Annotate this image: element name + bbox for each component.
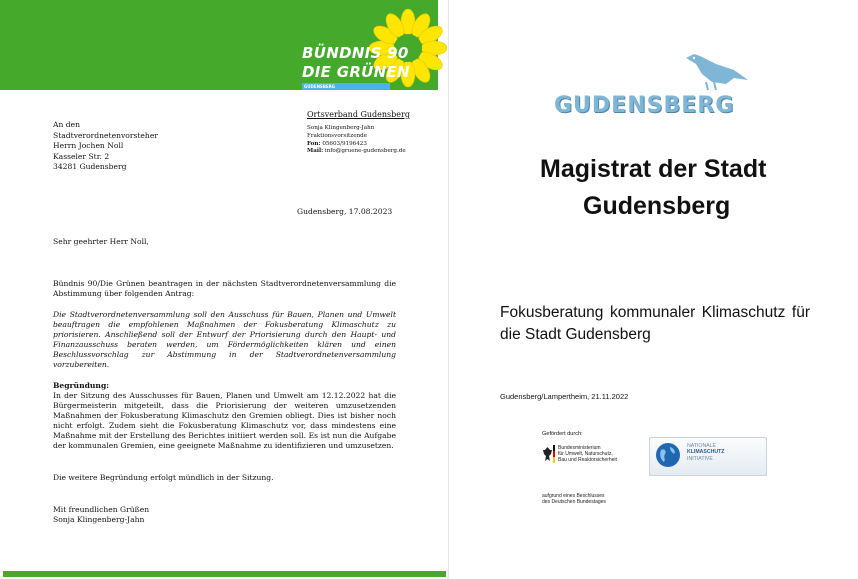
sender-block: [307, 125, 406, 156]
sender-organization: Ortsverband Gudensberg: [307, 110, 410, 119]
address-line: An den: [53, 120, 81, 129]
ministry-name: Bundesministerium für Umwelt, Naturschutz, Bau und Reaktorsicherheit: [558, 445, 617, 463]
bundestag-note: aufgrund eines Beschlusses des Deutschen Bundestages: [542, 493, 606, 505]
further-paragraph: Die weitere Begründung erfolgt mündlich in der Sitzung.: [53, 473, 274, 482]
party-logo-line1: BÜNDNIS 90: [302, 44, 409, 62]
eagle-icon: [542, 444, 553, 468]
sender-name: Sonja Klingenberg-Jahn: [307, 125, 375, 131]
closing: Mit freundlichen Grüßen: [53, 505, 150, 514]
globe-icon: [655, 442, 681, 468]
party-logo-sub: GUDENSBERG: [302, 83, 390, 90]
footer-green-bar: [3, 571, 446, 577]
salutation: Sehr geehrter Herr Noll,: [53, 237, 149, 246]
report-title-line1: Magistrat der Stadt: [540, 155, 767, 183]
german-flag-stripe: [553, 445, 555, 463]
address-line: 34281 Gudensberg: [53, 162, 127, 172]
motion-paragraph: Die Stadtverordnetenversammlung soll den Ausschuss für Bauen, Planen und Umwelt beauftragen die empfohlenen Maßnahmen der Fokusberatung Klimaschutz zu priorisieren. Anschließend soll der Entwurf der Priorisierung durch den Haupt- und Finanzausschuss beraten werden, um Fördermöglichkeiten klären und einen Beschlussvorschlag zur Abstimmung in der Stadtverordnetenversammlung vorzubereiten.: [53, 310, 396, 370]
sender-phone: Fon: 05603/9196423: [307, 140, 367, 147]
reason-paragraph: In der Sitzung des Ausschusses für Bauen, Planen und Umwelt am 12.12.2022 hat die Bürgermeisterin mitgeteilt, dass die Priorisierung der weiteren umzusetzenden Maßnahmen der Fokusberatung Klimaschutz den Gremien obliegt. Dies ist bisher noch nicht erfolgt. Zudem sieht die Fokusberatung Klimaschutz vor, dass mindestens eine Maßnahme mit der Erstellung des Berichtes initiiert werden soll. Es ist nun die Aufgabe der kommunalen Gremien, eine geeignete Maßnahme zu identifizieren und umzusetzen.: [53, 391, 396, 451]
signature-name: Sonja Klingenberg-Jahn: [53, 515, 145, 524]
address-line: Stadtverordnetenvorsteher: [53, 130, 158, 140]
intro-paragraph: Bündnis 90/Die Grünen beantragen in der nächsten Stadtverordnetenversammlung die Abstimmung über folgenden Antrag:: [53, 279, 396, 299]
bird-icon: [682, 48, 752, 92]
sender-role: Fraktionsvorsitzende: [307, 132, 368, 139]
sender-mail: Mail: info@gruene-gudensberg.de: [307, 148, 406, 155]
report-place-date: Gudensberg/Lampertheim, 21.11.2022: [500, 392, 629, 401]
funding-label: Gefördert durch:: [542, 431, 583, 437]
nki-logo-text: NATIONALE KLIMASCHUTZ INITIATIVE: [687, 443, 725, 462]
report-subtitle: Fokusberatung kommunaler Klimaschutz für die Stadt Gudensberg: [500, 304, 810, 343]
report-cover-page: [449, 0, 858, 579]
reason-heading: Begründung:: [53, 381, 110, 390]
letter-date: Gudensberg, 17.08.2023: [297, 207, 393, 216]
party-logo-line2: DIE GRÜNEN: [302, 63, 410, 81]
town-logo-text: GUDENSBERG: [554, 93, 735, 118]
address-line: Herrn Jochen Noll: [53, 141, 124, 151]
report-title-line2: Gudensberg: [583, 192, 731, 220]
address-line: Kasseler Str. 2: [53, 151, 110, 161]
recipient-address: [53, 120, 158, 173]
